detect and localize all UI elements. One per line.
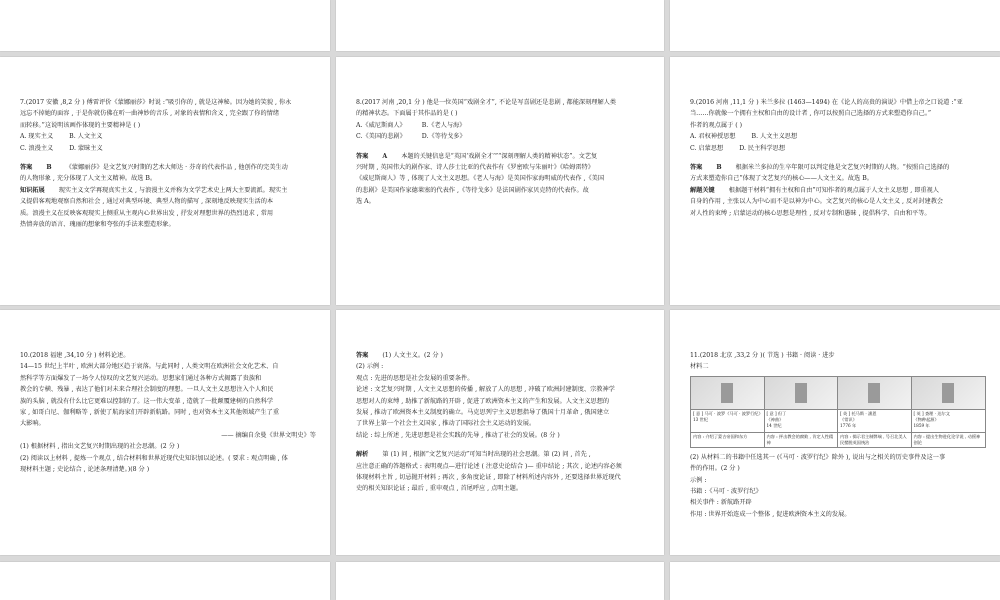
options-row — [356, 131, 650, 142]
sub-question-line: (2) 从材料二的书籍中任选其一 (《马可 · 波罗行纪》除外 ), 说出与之相关的历史事件及这一事 — [690, 453, 946, 461]
page-question-7 — [0, 57, 330, 305]
page-content — [690, 97, 986, 219]
material-line: 教会的专横、残暴 , 表达了他们对未来合理社会制度的理想。一旦人文主义思想注入个人和民 — [20, 386, 274, 394]
answer-line: 相关事件 : 新航路开辟 — [690, 499, 752, 507]
book-meta: [ 英 ] 托马斯 · 潘恩 《常识》 1776 年 — [840, 410, 877, 428]
answer-line: 方式来塑造你自己”体现了文艺复兴的核心——人文主义。故选 B。 — [690, 175, 873, 183]
book-note: 内容 : 介绍了蒙古帝国和东方 — [691, 432, 764, 447]
material-line: 家 , 如哥白尼、伽利略等 , 新使了航海家们开辟新航路。同时 , 也对资本主义其他领域产生了重 — [20, 409, 280, 417]
question-line: 作者的观点属于 ( ) — [690, 121, 743, 129]
option-c: C.《美国的悲剧》 — [356, 133, 406, 141]
answer-line — [690, 162, 986, 173]
answer-line: 兴时期 , 英国伟大的剧作家、诗人莎士比亚的代表作有《罗密欧与朱丽叶》《哈姆雷特》 — [356, 164, 594, 172]
hint-label: 解题关键 — [690, 186, 715, 194]
knowledge-label: 知识拓展 — [20, 186, 45, 194]
answer-label: 答案 — [356, 152, 369, 160]
page-content — [690, 350, 986, 520]
question-line: 10.(2018 福建 ,34,10 分 ) 材料论述。 — [20, 352, 130, 359]
sub-question-line: (1) 根据材料 , 指出文艺复兴时期出现的社会思潮。(2 分 ) — [20, 443, 180, 451]
answer-line — [20, 162, 316, 173]
answer-text: 《蒙娜丽莎》是文艺复兴时期的艺术大师达 · 芬奇的代表作品 , 他创作的完美生动 — [65, 164, 288, 172]
book-note: 内容 : 揭示君主制弊端 , 号召北美人民摆脱英国统治 — [838, 432, 911, 447]
book-card — [765, 377, 839, 447]
answer-line: (2) 示例 : — [356, 363, 384, 371]
page-bottom-left — [0, 562, 330, 600]
answer-line: 论述 : 文艺复兴时期 , 人文主义思想的传播 , 解放了人的思想 , 冲破了欧洲封建制度、宗教神学 — [356, 386, 615, 394]
answer-line — [356, 151, 650, 162]
answer-line: 作用 : 世界开始连成一个整体 , 促进欧洲资本主义的发展。 — [690, 510, 851, 518]
hint-line: 自身的作用 , 主张以人为中心而不是以神为中心。文艺复兴的核心是人文主义 , 反对封建教会 — [690, 198, 944, 206]
page-top-left — [0, 0, 330, 51]
option-a: A.《威尼斯商人》 — [356, 121, 406, 129]
hint-line — [690, 185, 986, 196]
analysis-label: 解析 — [356, 451, 369, 459]
analysis-line: 体现材料主旨 , 切忌抛开材料 ; 再次 , 多角度论证 , 即除了材料所述内容外 , 还要选择世界近现代 — [356, 474, 621, 482]
answer-label: 答案 — [20, 164, 33, 172]
knowledge-line — [20, 185, 316, 196]
options-row — [20, 143, 316, 154]
answer-line: 结论 : 综上所述 , 先进思想是社会实践的先导 , 推动了社会的发展。(8 分 ) — [356, 431, 560, 439]
answer-line: 了世界上第一个社会主义国家 , 推动了国际社会主义运动的发展。 — [356, 420, 536, 428]
page-answer-10 — [336, 310, 664, 555]
sub-question-line: 现材料主题 ; 史论结合 , 论述条理清楚。)(8 分 ) — [20, 466, 150, 474]
question-line: 11.(2018 北京 ,33,2 分 )( 节选 ) 书籍 · 阅读 · 进步 — [690, 352, 835, 359]
material-label: 材料二 — [690, 363, 709, 371]
page-content — [356, 97, 650, 208]
question-line: 当……你就像一个拥有主权和自由的设计者 , 你可以按照自己选择的方式来塑造你自己。” — [690, 110, 932, 118]
page-content — [20, 97, 316, 230]
page-question-10 — [0, 310, 330, 555]
book-cover-image — [912, 377, 986, 410]
page-question-11 — [670, 310, 1000, 555]
material-line: 然科学等方面爆发了一场令人惊叹的文艺复兴运动。思想家们通过各种方式揭露了贵族和 — [20, 374, 262, 382]
page-top-right — [670, 0, 1000, 51]
answer-line: 示例 : — [690, 476, 707, 484]
options-row — [20, 131, 316, 142]
answer-text: 本题的关键信息是“英国‘戏剧全才’”“深刻理解人类的精神状态”。文艺复 — [401, 152, 598, 160]
answer-letter: B — [46, 164, 52, 172]
book-table — [690, 376, 986, 448]
option-a: A. 现实主义 — [20, 133, 54, 141]
question-line: 而转移。”这说明该画作体现的主要精神是 ( ) — [20, 121, 141, 129]
page-top-center — [336, 0, 664, 51]
source-citation: —— 摘编自余曼《世界文明史》等 — [221, 431, 316, 439]
option-d: D. 蒙昧主义 — [69, 144, 103, 152]
sub-question-line: (2) 阅读以上材料 , 提炼一个观点 , 结合材料和世界近现代史知识加以论述。( 要求 : 观点明确 , 体 — [20, 454, 288, 462]
answer-line: 发展 , 推动了欧洲资本主义制度的确立。马克思列宁主义思想指导了俄国十月革命 , 俄国建立 — [356, 409, 610, 417]
material-line: 14—15 世纪上半叶 , 欧洲大部分地区趋于衰落。与此同时 , 人类文明在欧洲社会文化艺术、自 — [20, 363, 279, 371]
analysis-line — [356, 449, 650, 460]
sub-question-line: 件的作用。(2 分 ) — [690, 465, 740, 473]
analysis-line: 应注意正确的答题格式 : 表明观点—进行论述 ( 注意史论结合 )— 重申结论 ; 其次 , 论述内容必须 — [356, 462, 622, 470]
option-b: B.《老人与海》 — [421, 121, 466, 129]
options-row — [356, 120, 650, 131]
page-content — [20, 350, 316, 475]
option-d: D.《等待戈多》 — [421, 133, 466, 141]
knowledge-line: 质。浪漫主义在反映客观现实上侧重从主观内心世界出发 , 抒发对理想世界的热烈追求 , 常用 — [20, 209, 274, 217]
material-line: 大影响。 — [20, 420, 45, 428]
book-meta: [ 意 ] 但丁 《神曲》 14 世纪 — [766, 410, 787, 428]
option-c: C. 启蒙思想 — [690, 144, 724, 152]
answer-line: 书籍 :《马可 · 波罗行纪》 — [690, 488, 762, 496]
hint-text: 根据题干材料“拥有主权和自由”可知作者的观点属于人文主义思想 , 即重视人 — [728, 186, 939, 194]
question-line: 9.(2016 河南 ,11,1 分 ) 米兰多拉 (1463—1494) 在《论人的高贵的演说》中借上帝之口说道 :“亚 — [690, 99, 963, 106]
option-c: C. 浪漫主义 — [20, 144, 54, 152]
answer-line — [356, 350, 650, 361]
material-line: 族的头脑 , 就没有什么比它更难以控制的了。这一伟大变革 , 造就了一批颠覆建树的自然科学 — [20, 397, 274, 405]
answer-line: 选 A。 — [356, 198, 375, 206]
answer-text: (1) 人文主义。(2 分 ) — [382, 352, 443, 359]
book-cover-image — [765, 377, 838, 410]
book-note: 内容 : 抨击教会的腐败 , 肯定人性精神 — [765, 432, 838, 447]
question-line: 的精神状态。下面属于其作品的是 ( ) — [356, 110, 458, 118]
book-meta: [ 英 ] 查理 · 达尔文 《物种起源》 1859 年 — [913, 410, 950, 428]
answer-line: 的悲剧》是美国作家德莱塞的代表作 ,《等待戈多》是法国剧作家贝克特的代表作。故 — [356, 186, 589, 194]
knowledge-text: 现实主义文学再现真实主义 , 与浪漫主义并称为文学艺术史上两大主要流派。现实主 — [58, 186, 288, 194]
book-card — [691, 377, 765, 447]
page-bottom-right — [670, 562, 1000, 600]
page-content — [356, 350, 650, 495]
analysis-text: 第 (1) 问 , 根据“文艺复兴运动”可知当时出现的社会思潮。第 (2) 问 , 首先 , — [382, 451, 591, 459]
knowledge-line: 义提倡客观地观察自然和社会 , 通过对典型环境、典型人物的描写 , 深刻地反映现实生活的本 — [20, 198, 274, 206]
hint-line: 对人性的束缚 ; 启蒙运动的核心思想是理性 , 反对专制和愚昧 , 提倡科学、自由和平等。 — [690, 209, 931, 217]
option-b: B. 人文主义思想 — [751, 133, 798, 141]
options-row — [690, 131, 986, 142]
question-line: 远忘不掉她的面容 , 于是你就仿佛在听一曲神妙的音乐 , 对象的表情和含义 , 完全跟了你的情绪 — [20, 110, 280, 118]
book-cover-image — [838, 377, 911, 410]
answer-line: 思想对人的束缚 , 助推了新航路的开辟 , 促进了欧洲资本主义的产生和发展。人文主义思想的 — [356, 397, 610, 405]
answer-letter: A — [382, 152, 388, 160]
answer-line: 的人物形象 , 充分体现了人文主义精神。故选 B。 — [20, 175, 157, 183]
book-card — [912, 377, 986, 447]
book-note: 内容 : 提出生物进化论学说 , 动摇神创论 — [912, 432, 986, 447]
option-a: A. 君权神授思想 — [690, 133, 736, 141]
answer-line: 《威尼斯商人》等 , 体现了人文主义思想。《老人与海》是美国作家海明威的代表作 ,《美国 — [356, 175, 605, 183]
question-line: 8.(2017 河南 ,20,1 分 ) 他是一位英国“戏剧全才”, 不论是写喜剧还是悲剧 , 都能深刻理解人类 — [356, 99, 617, 106]
page-question-9 — [670, 57, 1000, 305]
knowledge-line: 热情奔放的语言、瑰丽的想象和夸张的手法来塑造形象。 — [20, 221, 175, 229]
page-question-8 — [336, 57, 664, 305]
book-meta: [ 意 ] 马可 · 波罗《马可 · 波罗行纪》 13 世纪 — [693, 410, 763, 422]
option-b: B. 人文主义 — [69, 133, 103, 141]
answer-label: 答案 — [690, 164, 703, 172]
book-cover-image — [691, 377, 764, 410]
option-d: D. 民主科学思想 — [739, 144, 786, 152]
answer-text: 根据米兰多拉的生卒年限可以判定他是文艺复兴时期的人物。“按照自己选择的 — [735, 164, 950, 172]
page-bottom-center — [336, 562, 664, 600]
answer-letter: B — [716, 164, 722, 172]
options-row — [690, 143, 986, 154]
answer-line: 观点 : 先进的思想是社会发展的重要条件。 — [356, 374, 474, 382]
answer-label: 答案 — [356, 352, 369, 359]
analysis-line: 史的相关知识论证 ; 最后 , 重申观点 , 首尾呼应 , 点明主题。 — [356, 485, 523, 493]
book-card — [838, 377, 912, 447]
question-line: 7.(2017 安徽 ,8,2 分 ) 傅雷评价《蒙娜丽莎》时说 :“吸引你的 , 就是这神秘。因为她的笑貌 , 你永 — [20, 99, 292, 106]
